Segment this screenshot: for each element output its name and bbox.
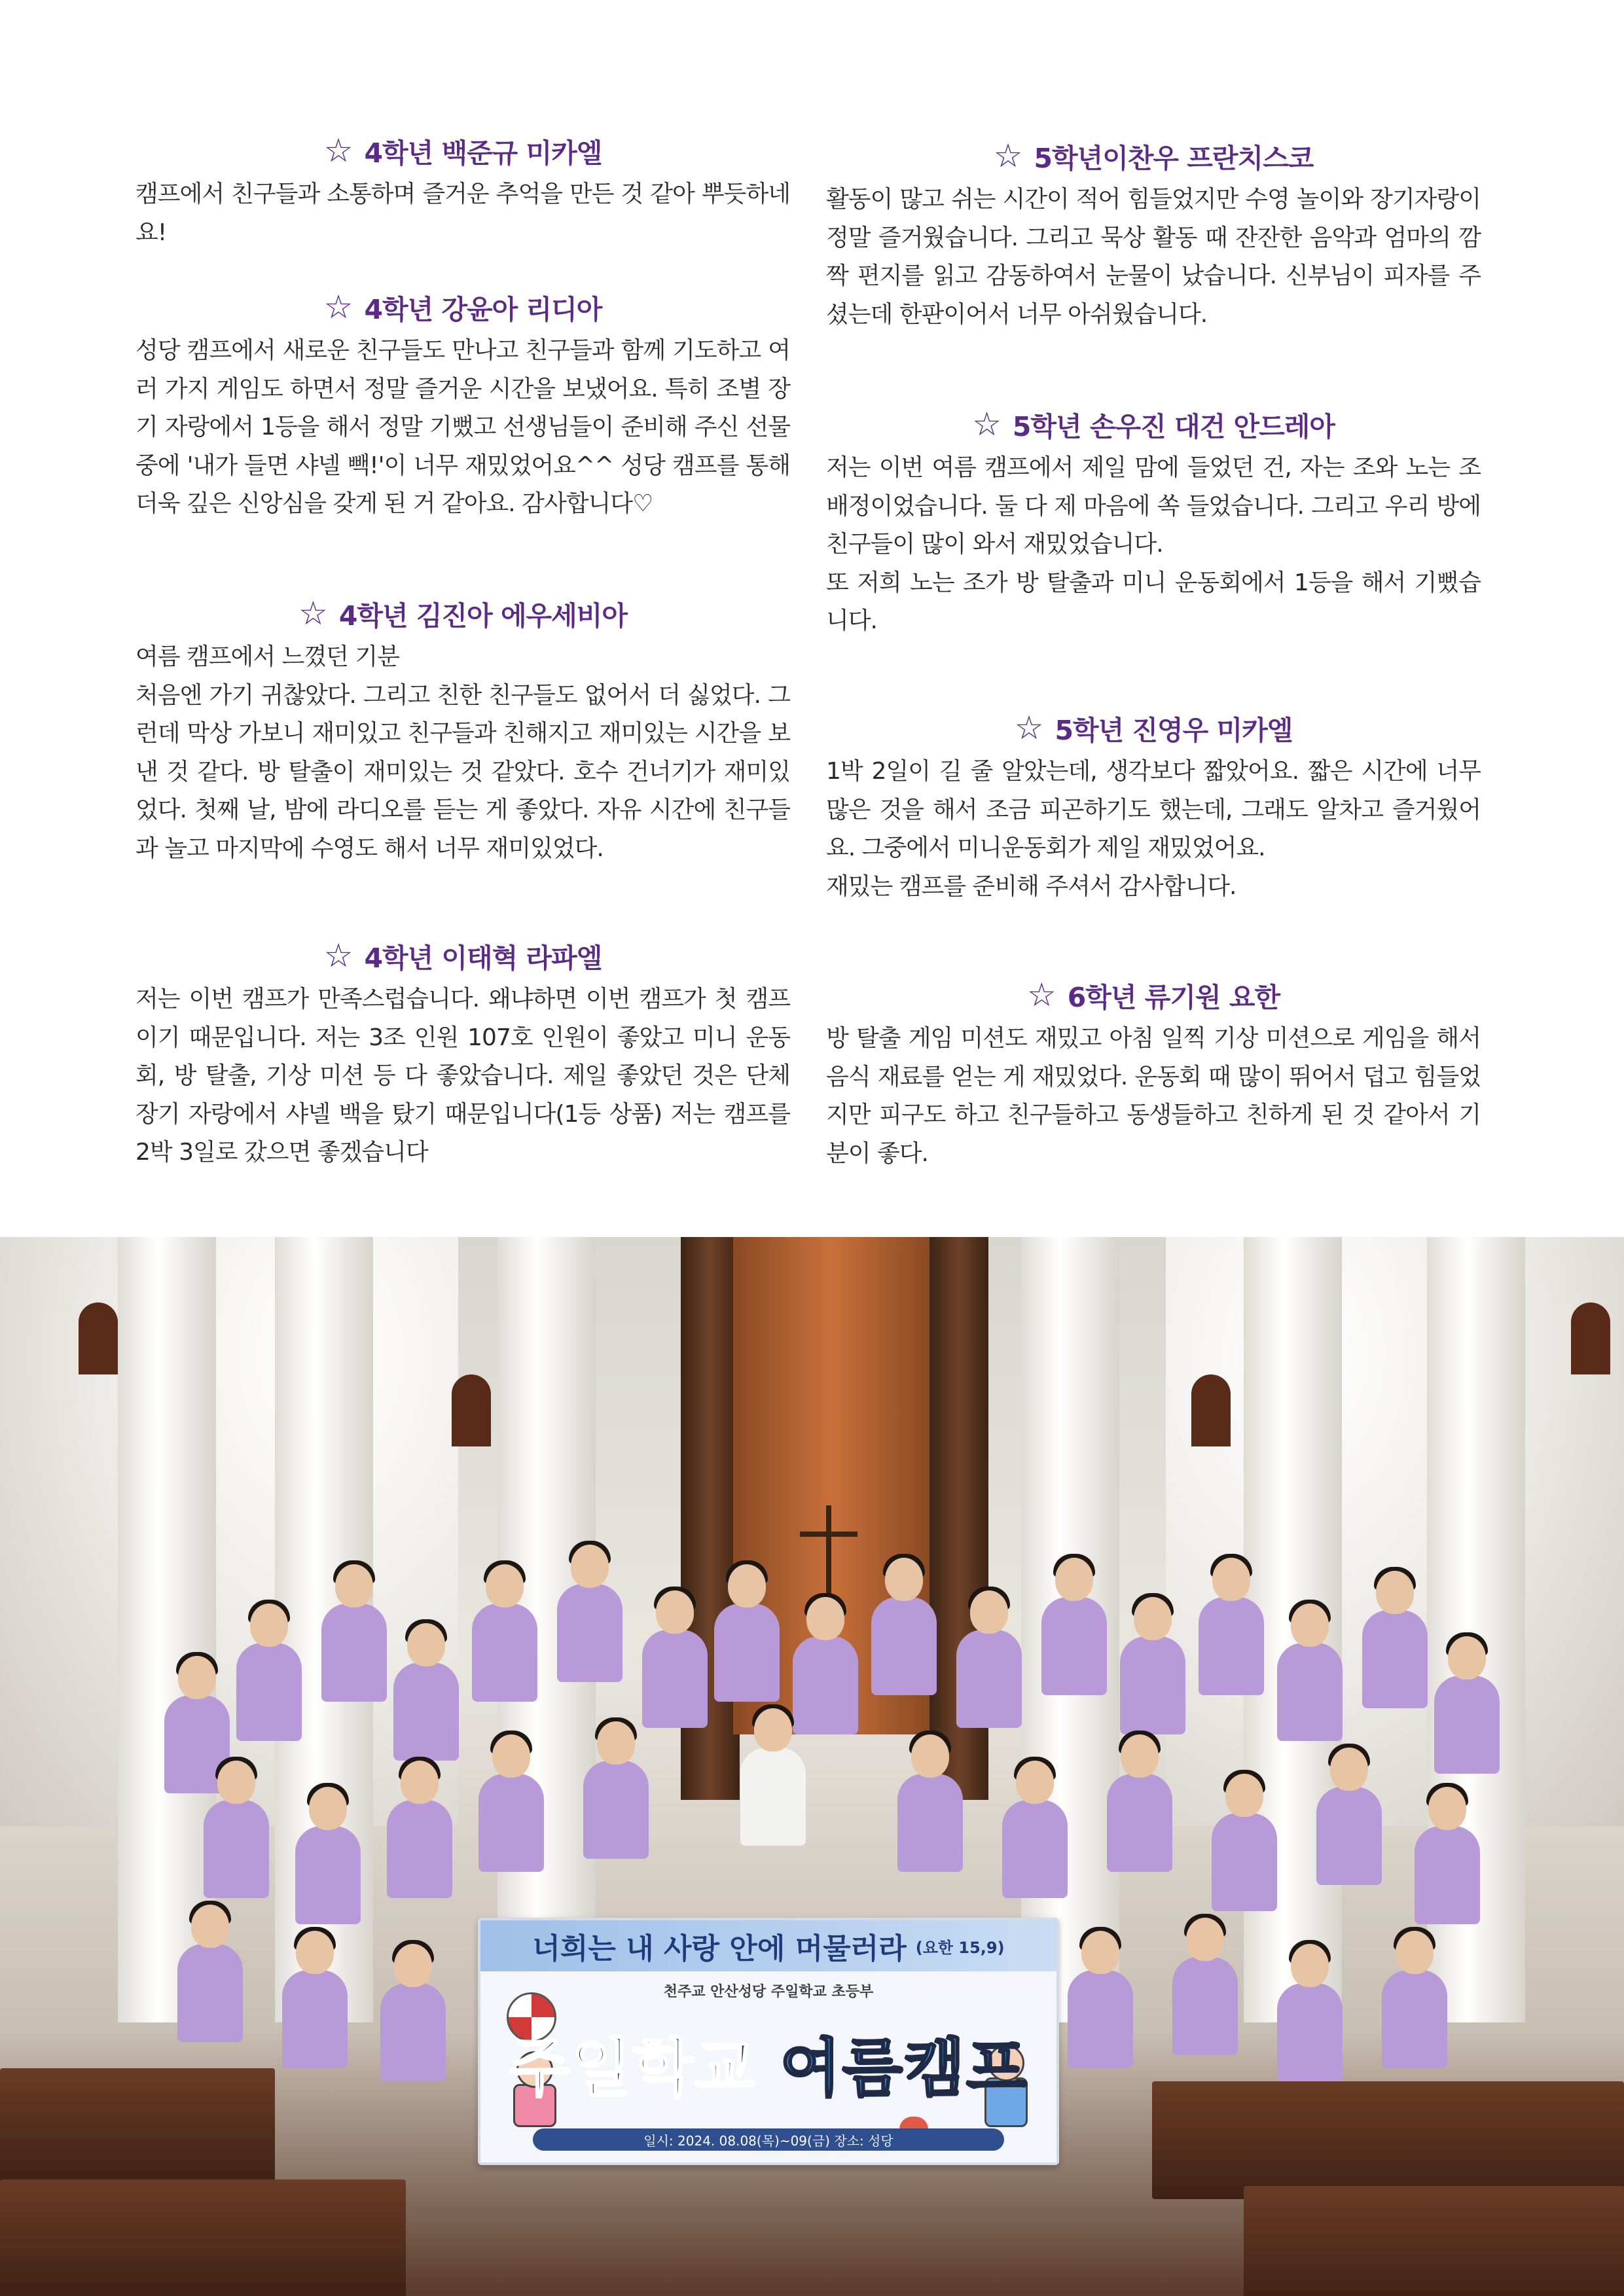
entry-paragraph: 재밌는 캠프를 준비해 주셔서 감사합니다. <box>826 872 1236 900</box>
star-icon: ☆ <box>993 137 1022 175</box>
banner-verse: 너희는 내 사랑 안에 머물러라 <box>532 1932 907 1965</box>
entry-title-text: 4학년 김진아 에우세비아 <box>338 600 627 632</box>
entry <box>826 135 1481 334</box>
church-pew <box>0 2068 275 2186</box>
entry-paragraph: 또 저희 노는 조가 방 탈출과 미니 운동회에서 1등을 해서 기뻤습니다. <box>826 569 1481 634</box>
entry-title-text: 5학년 손우진 대건 안드레아 <box>1012 410 1335 442</box>
entry <box>826 403 1481 641</box>
entry <box>826 707 1481 906</box>
entry-title <box>135 935 790 977</box>
entry-title <box>826 707 1481 749</box>
entry-title <box>135 592 790 634</box>
banner-verse-strip <box>480 1920 1056 1971</box>
entry-body <box>826 449 1481 641</box>
church-window <box>79 1302 118 1374</box>
entry-title-text: 5학년 진영우 미카엘 <box>1055 714 1293 746</box>
entry <box>135 286 790 524</box>
church-pew <box>0 2179 406 2296</box>
entry-body <box>135 980 790 1172</box>
banner-verse-ref: (요한 15,9) <box>915 1938 1005 1957</box>
star-icon: ☆ <box>1026 976 1056 1014</box>
star-icon: ☆ <box>1014 709 1043 747</box>
star-icon: ☆ <box>298 594 327 632</box>
entry-title <box>826 974 1481 1016</box>
entry-paragraph: 캠프에서 친구들과 소통하며 즐거운 추억을 만든 것 같아 뿌듯하네요! <box>135 181 790 246</box>
church-pew <box>1152 2081 1624 2199</box>
entry-title-text: 4학년 이태혁 라파엘 <box>364 942 602 974</box>
entry-body <box>826 753 1481 906</box>
entry-title <box>826 135 1481 177</box>
entry-body <box>135 332 790 524</box>
entry-title <box>135 130 790 171</box>
entry-paragraph: 활동이 많고 쉬는 시간이 적어 힘들었지만 수영 놀이와 장기자랑이 정말 즐거웠습니다. 그리고 묵상 활동 때 잔잔한 음악과 엄마의 깜짝 편지를 읽고 감동하여서 눈물이 났습니다. 신부님이 피자를 주셨는데 한판이어서 너무 아쉬웠습니다. <box>826 186 1481 328</box>
entry-body <box>826 181 1481 334</box>
entry-paragraph: 여름 캠프에서 느꼈던 기분 <box>135 643 399 670</box>
group-photo <box>0 1237 1624 2296</box>
entry-paragraph: 처음엔 가기 귀찮았다. 그리고 친한 친구들도 없어서 더 싫었다. 그런데 막상 가보니 재미있고 친구들과 친해지고 재미있는 시간을 보낸 것 같다. 방 탈출이 재미있는 것 같았다. 호수 건너기가 재미있었다. 첫째 날, 밤에 라디오를 듣는 게 좋았다. 자유 시간에 친구들과 놀고 마지막에 수영도 해서 너무 재미있었다. <box>135 681 790 862</box>
entry <box>135 935 790 1172</box>
star-icon: ☆ <box>323 132 353 170</box>
star-icon: ☆ <box>972 405 1001 443</box>
entry-title-text: 4학년 강윤아 리디아 <box>364 293 602 325</box>
entry-paragraph: 저는 이번 캠프가 만족스럽습니다. 왜냐하면 이번 캠프가 첫 캠프이기 때문입니다. 저는 3조 인원 107호 인원이 좋았고 미니 운동회, 방 탈출, 기상 미션 등 다 좋았습니다. 제일 좋았던 것은 단체 장기 자랑에서 샤넬 백을 탔기 때문입니다(1등 상품) 저는 캠프를 2박 3일로 갔으면 좋겠습니다 <box>135 986 790 1166</box>
entry <box>826 974 1481 1173</box>
entry <box>135 130 790 252</box>
star-icon: ☆ <box>323 288 353 326</box>
church-window <box>1571 1302 1610 1374</box>
church-window <box>452 1374 491 1446</box>
camp-banner <box>478 1918 1059 2165</box>
entry-body <box>135 638 790 868</box>
star-icon: ☆ <box>323 937 353 975</box>
entry-title-text: 6학년 류기원 요한 <box>1067 981 1280 1013</box>
entry-paragraph: 방 탈출 게임 미션도 재밌고 아침 일찍 기상 미션으로 게임을 해서 음식 재료를 얻는 게 재밌었다. 운동회 때 많이 뛰어서 덥고 힘들었지만 피구도 하고 친구들하고 동생들하고 친하게 된 것 같아서 기분이 좋다. <box>826 1025 1481 1167</box>
entry-title-text: 5학년이찬우 프란치스코 <box>1034 142 1314 174</box>
banner-title-part1: 주일학교 <box>509 2032 757 2105</box>
church-pew <box>1244 2186 1624 2296</box>
entry-title <box>135 286 790 328</box>
banner-title-part2: 여름캠프 <box>780 2032 1028 2105</box>
entry-paragraph: 저는 이번 여름 캠프에서 제일 맘에 들었던 건, 자는 조와 노는 조 배정이었습니다. 둘 다 제 마음에 쏙 들었습니다. 그리고 우리 방에 친구들이 많이 와서 재밌었습니다. <box>826 454 1481 558</box>
entry-title-text: 4학년 백준규 미카엘 <box>364 137 602 169</box>
entry-body <box>826 1020 1481 1173</box>
entry-body <box>135 175 790 252</box>
banner-title <box>480 2018 1056 2108</box>
banner-footer: 일시: 2024. 08.08(목)~09(금) 장소: 성당 <box>533 2128 1004 2151</box>
entry-title <box>826 403 1481 445</box>
church-window <box>1191 1374 1231 1446</box>
entry-paragraph: 성당 캠프에서 새로운 친구들도 만나고 친구들과 함께 기도하고 여러 가지 게임도 하면서 정말 즐거운 시간을 보냈어요. 특히 조별 장기 자랑에서 1등을 해서 정말 기뻤고 선생님들이 준비해 주신 선물 중에 '내가 들면 샤넬 빽!'이 너무 재밌었어요^^ 성당 캠프를 통해 더욱 깊은 신앙심을 갖게 된 거 같아요. 감사합니다♡ <box>135 337 790 517</box>
entry <box>135 592 790 868</box>
entry-paragraph: 1박 2일이 길 줄 알았는데, 생각보다 짧았어요. 짧은 시간에 너무 많은 것을 해서 조금 피곤하기도 했는데, 그래도 알차고 즐거웠어요. 그중에서 미니운동회가 제일 재밌었어요. <box>826 758 1481 861</box>
banner-subtitle: 천주교 안산성당 주일학교 초등부 <box>663 1984 874 2000</box>
